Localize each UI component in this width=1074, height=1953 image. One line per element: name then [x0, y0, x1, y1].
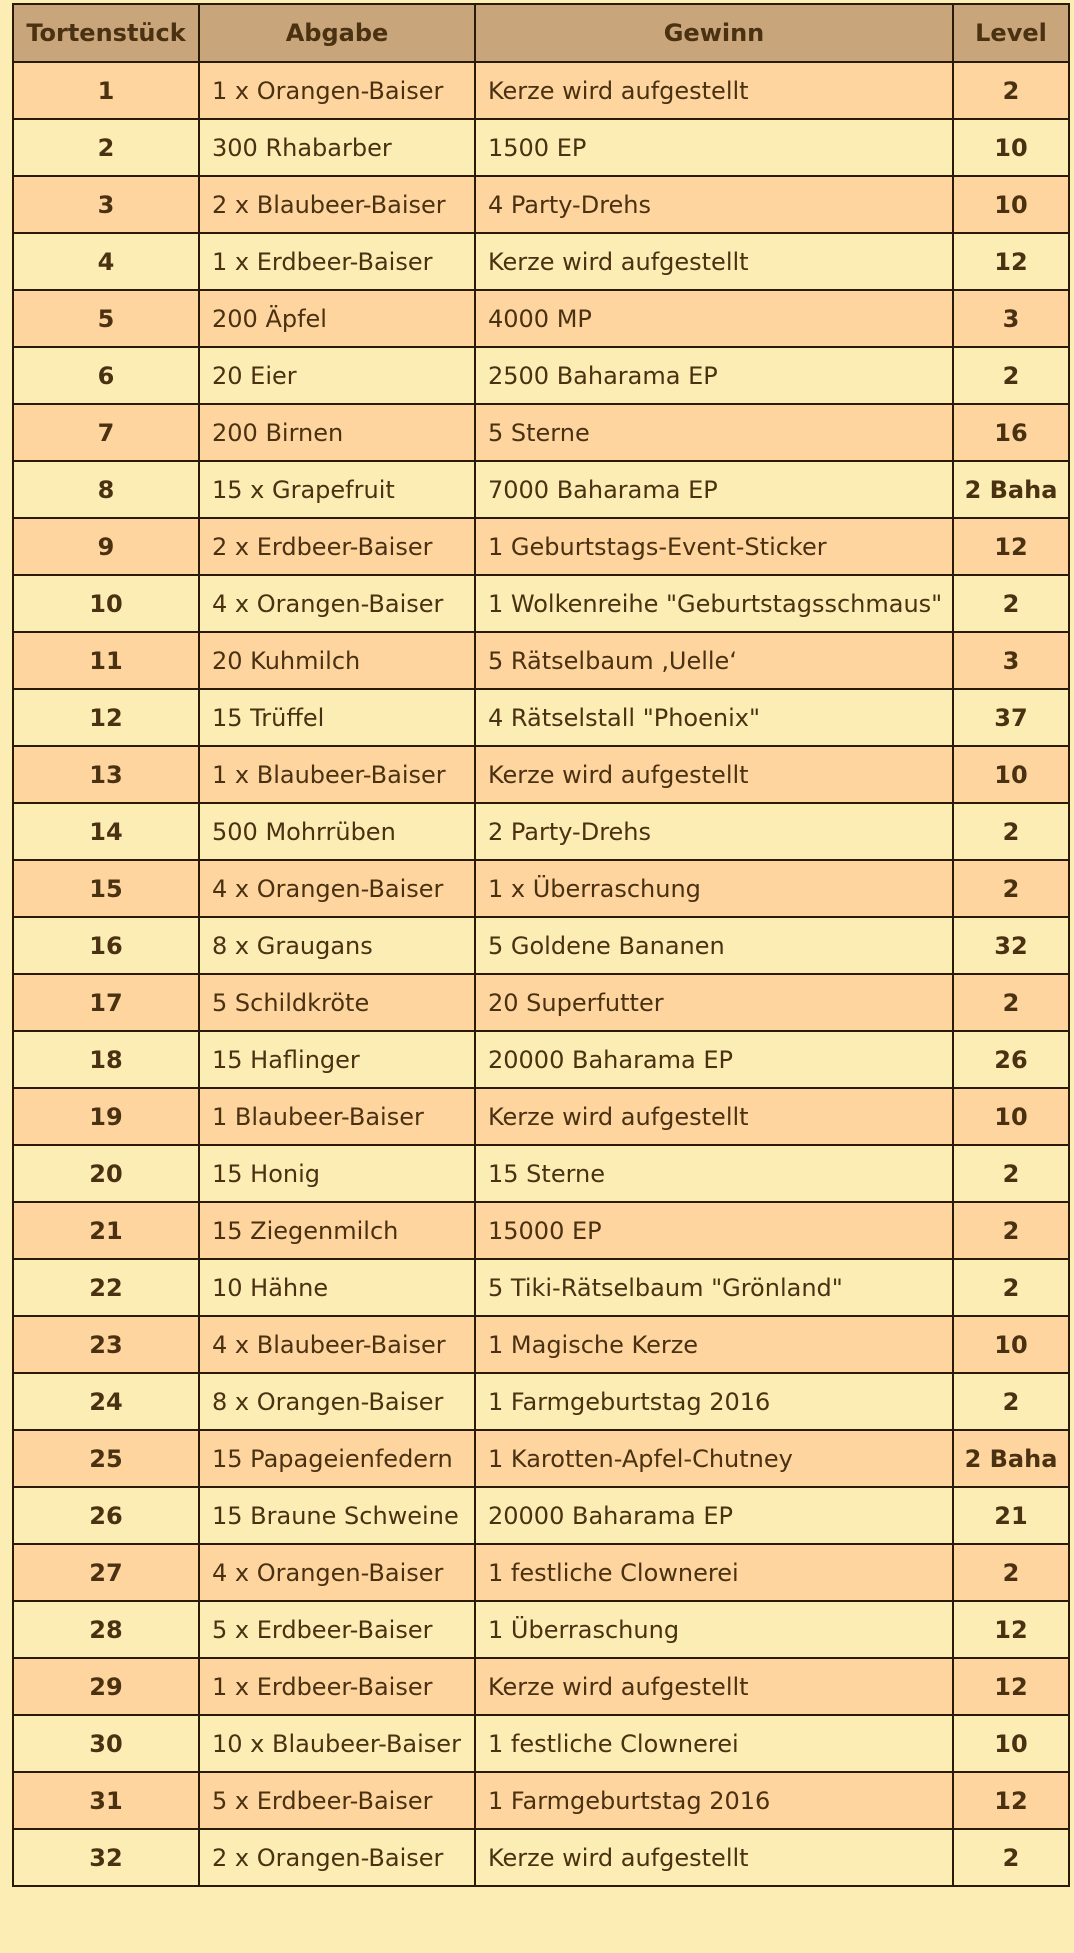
cell-tortenstueck: 29 — [13, 1658, 199, 1715]
cell-abgabe: 300 Rhabarber — [199, 119, 475, 176]
table-row — [13, 1202, 1069, 1259]
cell-abgabe: 5 x Erdbeer-Baiser — [199, 1772, 475, 1829]
cell-abgabe: 500 Mohrrüben — [199, 803, 475, 860]
cell-level: 10 — [953, 119, 1069, 176]
cell-tortenstueck: 12 — [13, 689, 199, 746]
cell-abgabe: 20 Eier — [199, 347, 475, 404]
cell-tortenstueck: 14 — [13, 803, 199, 860]
table-row — [13, 860, 1069, 917]
table-row — [13, 974, 1069, 1031]
cell-abgabe: 8 x Graugans — [199, 917, 475, 974]
header-gewinn: Gewinn — [475, 4, 953, 62]
cell-abgabe: 1 x Blaubeer-Baiser — [199, 746, 475, 803]
cell-gewinn: 15000 EP — [475, 1202, 953, 1259]
cell-abgabe: 15 Trüffel — [199, 689, 475, 746]
cell-abgabe: 2 x Orangen-Baiser — [199, 1829, 475, 1886]
cell-level: 12 — [953, 233, 1069, 290]
cell-gewinn: 1 Farmgeburtstag 2016 — [475, 1373, 953, 1430]
cell-level: 10 — [953, 176, 1069, 233]
cell-gewinn: 20 Superfutter — [475, 974, 953, 1031]
cell-level: 10 — [953, 1088, 1069, 1145]
cell-level: 2 — [953, 62, 1069, 119]
header-level: Level — [953, 4, 1069, 62]
cell-abgabe: 15 Ziegenmilch — [199, 1202, 475, 1259]
table-row — [13, 917, 1069, 974]
cell-gewinn: Kerze wird aufgestellt — [475, 1088, 953, 1145]
cell-gewinn: 1 Karotten-Apfel-Chutney — [475, 1430, 953, 1487]
table-row — [13, 1031, 1069, 1088]
cell-gewinn: 5 Sterne — [475, 404, 953, 461]
table-row — [13, 746, 1069, 803]
cell-gewinn: Kerze wird aufgestellt — [475, 746, 953, 803]
cell-gewinn: 1 Wolkenreihe "Geburtstagsschmaus" — [475, 575, 953, 632]
table-row — [13, 233, 1069, 290]
cell-level: 26 — [953, 1031, 1069, 1088]
cell-abgabe: 1 x Orangen-Baiser — [199, 62, 475, 119]
cell-abgabe: 15 Papageienfedern — [199, 1430, 475, 1487]
cake-pieces-table — [12, 3, 1070, 1887]
cell-tortenstueck: 3 — [13, 176, 199, 233]
cell-level: 2 — [953, 1202, 1069, 1259]
table-row — [13, 689, 1069, 746]
cell-level: 2 Baha — [953, 1430, 1069, 1487]
cell-gewinn: 4000 MP — [475, 290, 953, 347]
cell-level: 16 — [953, 404, 1069, 461]
table-row — [13, 803, 1069, 860]
table-row — [13, 575, 1069, 632]
cell-tortenstueck: 28 — [13, 1601, 199, 1658]
cell-level: 10 — [953, 1316, 1069, 1373]
cell-gewinn: 1 Geburtstags-Event-Sticker — [475, 518, 953, 575]
header-abgabe: Abgabe — [199, 4, 475, 62]
cell-gewinn: 1 festliche Clownerei — [475, 1715, 953, 1772]
table-row — [13, 518, 1069, 575]
cell-gewinn: Kerze wird aufgestellt — [475, 233, 953, 290]
cell-level: 2 Baha — [953, 461, 1069, 518]
cell-gewinn: 5 Goldene Bananen — [475, 917, 953, 974]
cell-gewinn: 7000 Baharama EP — [475, 461, 953, 518]
cell-gewinn: Kerze wird aufgestellt — [475, 1829, 953, 1886]
cell-tortenstueck: 24 — [13, 1373, 199, 1430]
cell-tortenstueck: 27 — [13, 1544, 199, 1601]
cell-abgabe: 1 x Erdbeer-Baiser — [199, 1658, 475, 1715]
cell-tortenstueck: 7 — [13, 404, 199, 461]
cell-abgabe: 4 x Orangen-Baiser — [199, 860, 475, 917]
cell-abgabe: 2 x Blaubeer-Baiser — [199, 176, 475, 233]
table-row — [13, 1601, 1069, 1658]
table-row — [13, 461, 1069, 518]
cell-tortenstueck: 11 — [13, 632, 199, 689]
cell-tortenstueck: 22 — [13, 1259, 199, 1316]
table-row — [13, 1373, 1069, 1430]
cell-level: 2 — [953, 803, 1069, 860]
cell-tortenstueck: 30 — [13, 1715, 199, 1772]
cell-gewinn: 4 Rätselstall "Phoenix" — [475, 689, 953, 746]
cell-abgabe: 200 Birnen — [199, 404, 475, 461]
cell-level: 2 — [953, 575, 1069, 632]
cell-tortenstueck: 21 — [13, 1202, 199, 1259]
cell-tortenstueck: 19 — [13, 1088, 199, 1145]
cell-tortenstueck: 26 — [13, 1487, 199, 1544]
header-tortenstueck: Tortenstück — [13, 4, 199, 62]
cell-tortenstueck: 10 — [13, 575, 199, 632]
cell-tortenstueck: 4 — [13, 233, 199, 290]
table-row — [13, 1715, 1069, 1772]
cell-tortenstueck: 31 — [13, 1772, 199, 1829]
cell-level: 3 — [953, 290, 1069, 347]
cell-gewinn: Kerze wird aufgestellt — [475, 1658, 953, 1715]
cell-level: 37 — [953, 689, 1069, 746]
cell-gewinn: 5 Rätselbaum ‚Uelle‘ — [475, 632, 953, 689]
table-row — [13, 404, 1069, 461]
cell-abgabe: 10 x Blaubeer-Baiser — [199, 1715, 475, 1772]
cell-gewinn: 1500 EP — [475, 119, 953, 176]
table-row — [13, 1430, 1069, 1487]
cell-gewinn: 1 Überraschung — [475, 1601, 953, 1658]
cell-tortenstueck: 32 — [13, 1829, 199, 1886]
cell-gewinn: 15 Sterne — [475, 1145, 953, 1202]
table-row — [13, 1145, 1069, 1202]
cell-abgabe: 4 x Blaubeer-Baiser — [199, 1316, 475, 1373]
table-row — [13, 1259, 1069, 1316]
cell-tortenstueck: 23 — [13, 1316, 199, 1373]
cell-level: 2 — [953, 974, 1069, 1031]
table-row — [13, 1316, 1069, 1373]
table-row — [13, 347, 1069, 404]
cell-level: 32 — [953, 917, 1069, 974]
cell-gewinn: 5 Tiki-Rätselbaum "Grönland" — [475, 1259, 953, 1316]
table-row — [13, 290, 1069, 347]
cell-level: 10 — [953, 746, 1069, 803]
cell-level: 2 — [953, 1145, 1069, 1202]
table-row — [13, 1544, 1069, 1601]
cell-level: 12 — [953, 1772, 1069, 1829]
cell-level: 2 — [953, 1373, 1069, 1430]
cell-gewinn: 1 Magische Kerze — [475, 1316, 953, 1373]
cell-abgabe: 4 x Orangen-Baiser — [199, 575, 475, 632]
table-row — [13, 62, 1069, 119]
cell-tortenstueck: 18 — [13, 1031, 199, 1088]
table-row — [13, 176, 1069, 233]
cell-tortenstueck: 25 — [13, 1430, 199, 1487]
cell-tortenstueck: 17 — [13, 974, 199, 1031]
cell-tortenstueck: 20 — [13, 1145, 199, 1202]
cell-tortenstueck: 9 — [13, 518, 199, 575]
cell-abgabe: 20 Kuhmilch — [199, 632, 475, 689]
table-body — [13, 62, 1069, 1886]
cell-gewinn: 20000 Baharama EP — [475, 1487, 953, 1544]
table-row — [13, 632, 1069, 689]
cell-level: 3 — [953, 632, 1069, 689]
table-row — [13, 1772, 1069, 1829]
cell-level: 2 — [953, 860, 1069, 917]
table-row — [13, 119, 1069, 176]
cell-tortenstueck: 6 — [13, 347, 199, 404]
cell-tortenstueck: 8 — [13, 461, 199, 518]
cell-gewinn: 20000 Baharama EP — [475, 1031, 953, 1088]
cell-abgabe: 8 x Orangen-Baiser — [199, 1373, 475, 1430]
table-header — [13, 4, 1069, 62]
cell-tortenstueck: 15 — [13, 860, 199, 917]
cell-abgabe: 2 x Erdbeer-Baiser — [199, 518, 475, 575]
cell-gewinn: 2 Party-Drehs — [475, 803, 953, 860]
header-row — [13, 4, 1069, 62]
cell-gewinn: 1 festliche Clownerei — [475, 1544, 953, 1601]
cell-level: 2 — [953, 347, 1069, 404]
cell-level: 2 — [953, 1829, 1069, 1886]
cell-gewinn: 4 Party-Drehs — [475, 176, 953, 233]
cell-level: 12 — [953, 1601, 1069, 1658]
cell-abgabe: 15 Braune Schweine — [199, 1487, 475, 1544]
cell-abgabe: 1 Blaubeer-Baiser — [199, 1088, 475, 1145]
cell-tortenstueck: 2 — [13, 119, 199, 176]
cell-abgabe: 5 x Erdbeer-Baiser — [199, 1601, 475, 1658]
cell-tortenstueck: 1 — [13, 62, 199, 119]
cell-tortenstueck: 16 — [13, 917, 199, 974]
table-row — [13, 1829, 1069, 1886]
cell-level: 2 — [953, 1259, 1069, 1316]
cell-abgabe: 15 x Grapefruit — [199, 461, 475, 518]
table-row — [13, 1487, 1069, 1544]
cell-level: 12 — [953, 518, 1069, 575]
cell-level: 2 — [953, 1544, 1069, 1601]
cell-abgabe: 200 Äpfel — [199, 290, 475, 347]
cell-gewinn: 2500 Baharama EP — [475, 347, 953, 404]
cell-level: 12 — [953, 1658, 1069, 1715]
cell-gewinn: 1 x Überraschung — [475, 860, 953, 917]
cell-abgabe: 15 Honig — [199, 1145, 475, 1202]
cell-abgabe: 5 Schildkröte — [199, 974, 475, 1031]
table-row — [13, 1658, 1069, 1715]
cell-gewinn: Kerze wird aufgestellt — [475, 62, 953, 119]
cell-abgabe: 15 Haflinger — [199, 1031, 475, 1088]
cell-tortenstueck: 13 — [13, 746, 199, 803]
cell-abgabe: 10 Hähne — [199, 1259, 475, 1316]
cell-tortenstueck: 5 — [13, 290, 199, 347]
cell-abgabe: 4 x Orangen-Baiser — [199, 1544, 475, 1601]
cell-level: 21 — [953, 1487, 1069, 1544]
cell-gewinn: 1 Farmgeburtstag 2016 — [475, 1772, 953, 1829]
table-row — [13, 1088, 1069, 1145]
cell-abgabe: 1 x Erdbeer-Baiser — [199, 233, 475, 290]
cell-level: 10 — [953, 1715, 1069, 1772]
